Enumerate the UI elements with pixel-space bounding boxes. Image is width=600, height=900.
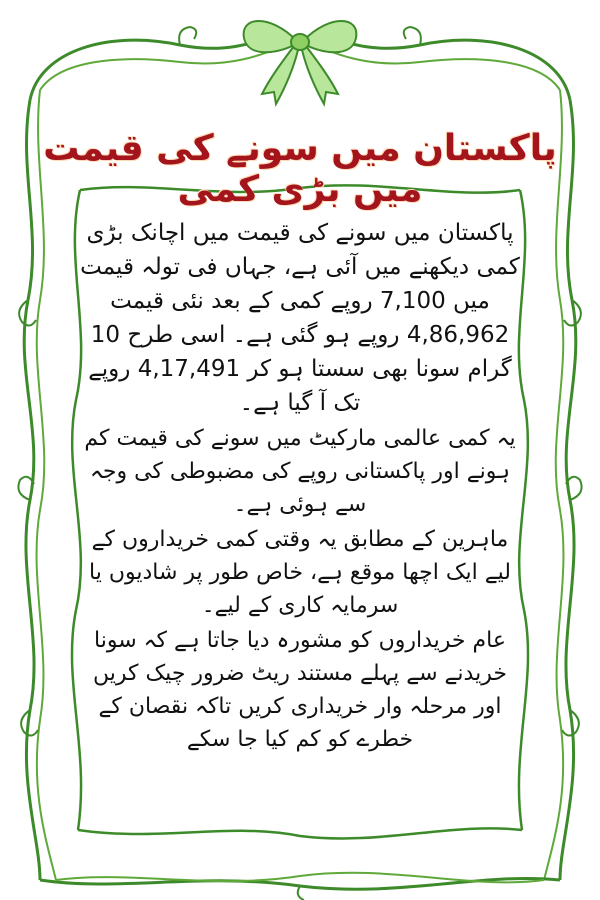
article-paragraph: ماہرین کے مطابق یہ وقتی کمی خریداروں کے لیے ایک اچھا موقع ہے، خاص طور پر شادیوں یا سرمایہ کاری کے لیے۔ xyxy=(89,527,511,618)
article-body xyxy=(76,216,524,758)
article-paragraph: یہ کمی عالمی مارکیٹ میں سونے کی قیمت کم ہونے اور پاکستانی روپے کی مضبوطی کی وجہ سے ہوئی ہے۔ xyxy=(84,426,516,517)
article-paragraph: پاکستان میں سونے کی قیمت میں اچانک بڑی کمی دیکھنے میں آئی ہے، جہاں فی تولہ قیمت میں 7,100 روپے کمی کے بعد نئی قیمت 4,86,962 روپے ہو گئی ہے۔ اسی طرح 10 گرام سونا بھی سستا ہو کر 4,17,491 روپے تک آ گیا ہے۔ xyxy=(80,220,520,416)
article-paragraph: عام خریداروں کو مشورہ دیا جاتا ہے کہ سونا خریدنے سے پہلے مستند ریٹ ضرور چیک کریں اور مرحلہ وار خریداری کریں تاکہ نقصان کے خطرے کو کم کیا جا سکے xyxy=(93,628,507,752)
page-title: پاکستان میں سونے کی قیمت میں بڑی کمی xyxy=(43,128,557,210)
